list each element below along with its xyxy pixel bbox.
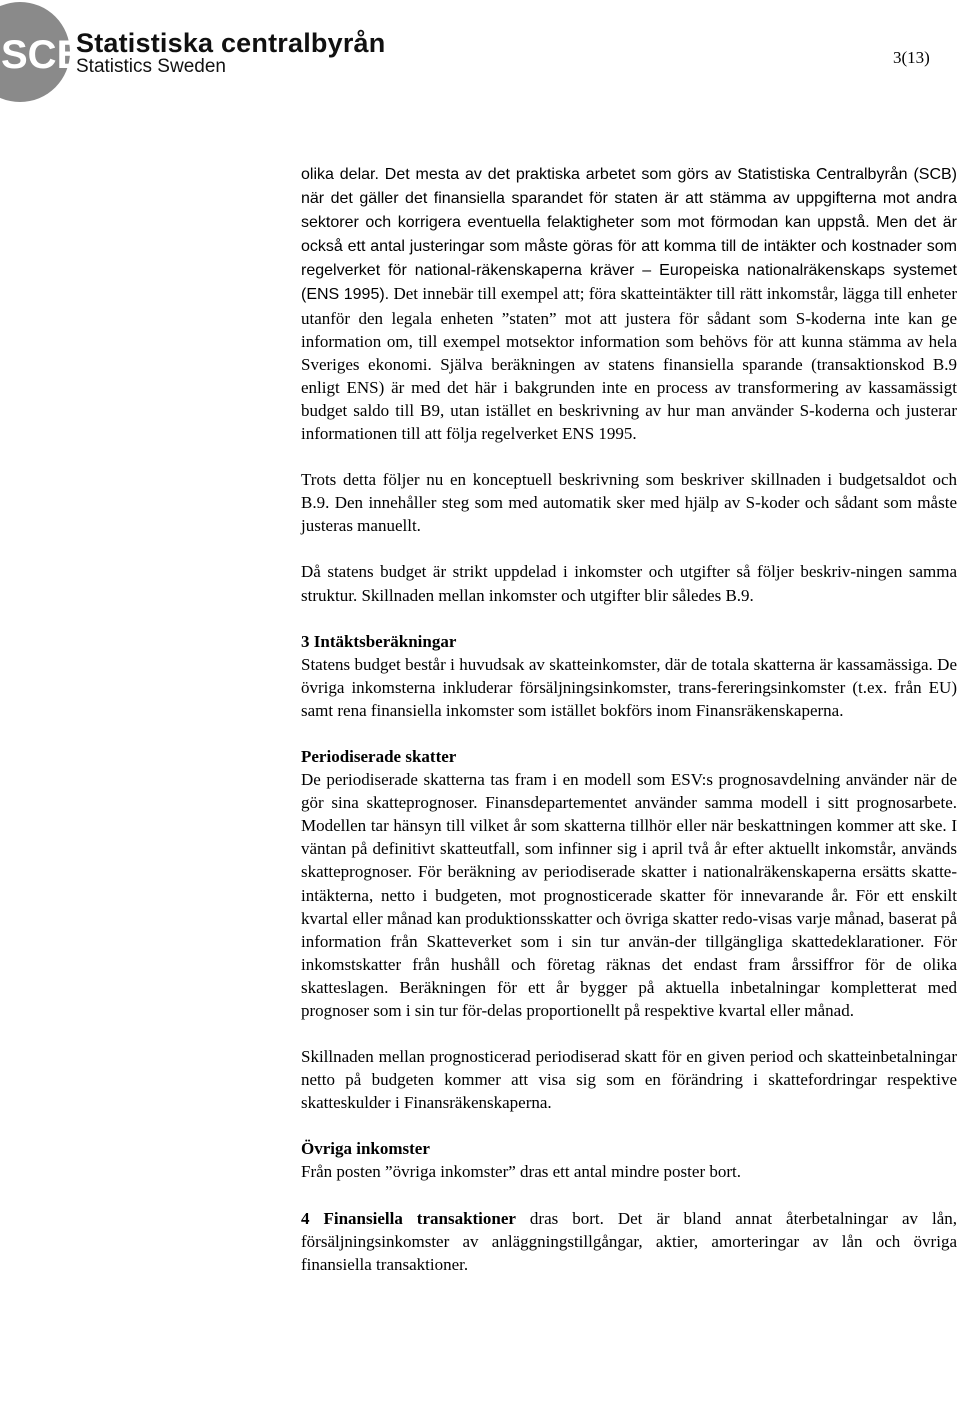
section-heading-intakter: 3 Intäktsberäkningar (301, 631, 457, 651)
section-intakter (301, 630, 957, 722)
intro-text-sans: olika delar. Det mesta av det praktiska arbetet som görs av Statistiska Centralbyrån (SCB) när det gäller det finansiella sparandet för staten är att stämma av uppgifterna mot andra sektorer och korrigera eventuella felaktigheter som mot förmodan kan uppstå. Men det är också ett antal justeringar som måste göras för att komma till de intäkter och kostnader som regelverket för national-räkenskaperna kräver – Europeiska nationalräkenskaps systemet (ENS 1995). (301, 166, 957, 304)
logo-mark-text: SCB (1, 33, 86, 77)
section-text-periodiserade: De periodiserade skatterna tas fram i en modell som ESV:s prognosavdelning använder när de gör sina skatteprognoser. Finansdepartementet använder samma modell i sitt prognosarbete. Modellen tar hänsyn till vilket år som skatterna tillhör eller när beskattningen kommer att ske. I väntan på definitivt skatteutfall, som infinner sig i april två år efter aktuellt inkomstår, används skatteprognoser. För beräkning av periodiserade skatter i nationalräkenskaperna ersätts skatte-intäkterna, netto i budgeten, mot prognosticerade skatter för innevarande år. För ett enskilt kvartal eller månad kan produktionsskatter och övriga skatter redo-visas varje månad, baserat på information från Skatteverket som i sin tur använ-der tillgängliga skattedeklarationer. För inkomstskatter från hushåll och företag räknas det endast fram årssiffror för de olika skatteslagen. Beräkningen för ett år bygger på aktuella inbetalningar kompletterat med prognoser som i sin tur för-delas proportionellt på respektive kvartal eller månad. (301, 770, 957, 1020)
intro-paragraph (301, 162, 957, 445)
section-text-finansiella: dras bort. Det är bland annat återbetalningar av lån, försäljningsinkomster av anläggningstillgångar, aktier, amorteringar av lån och övriga finansiella transaktioner. (301, 1208, 957, 1274)
section-heading-finansiella: 4 Finansiella transaktioner (301, 1208, 516, 1228)
scb-logo (0, 0, 420, 110)
concept-paragraph: Trots detta följer nu en konceptuell beskrivning som beskriver skillnaden i budgetsaldot och B.9. Den innehåller steg som med automatik sker med hjälp av S-koder och sådant som måste justeras manuellt. (301, 470, 957, 536)
document-body (301, 162, 957, 1276)
section-text-intakter: Statens budget består i huvudsak av skatteinkomster, där de totala skatterna är kassamässiga. De övriga inkomsterna inkluderar försäljningsinkomster, trans-fereringsinkomster (t.ex. från EU) samt rena finansiella inkomster som istället bokförs inom Finansräkenskaperna. (301, 654, 957, 720)
brand-subtitle: Statistics Sweden (76, 56, 226, 77)
page-number: 3(13) (893, 48, 930, 67)
section-ovriga (301, 1137, 957, 1183)
section-periodiserade (301, 745, 957, 1022)
intro-text-serif: Det innebär till exempel att; föra skatteintäkter till rätt inkomstår, lägga till enheter utanför den legala enheten ”staten” mot att justera för sådant som S-koderna inte kan ge information om, till exempel motsektor information som behövs för att kunna stämma av hela Sveriges ekonomi. Själva beräkningen av statens finansiella sparande (transaktionskod B.9 enligt ENS) är med det här i bakgrunden inte en process av transformering av kassamässigt budget saldo till B9, utan istället en beskrivning av hur man använder S-koderna och justerar informationen till att följa regelverket ENS 1995. (301, 284, 957, 444)
budget-structure-paragraph: Då statens budget är strikt uppdelad i inkomster och utgifter så följer beskriv-ningen samma struktur. Skillnaden mellan inkomster och utgifter blir således B.9. (301, 562, 957, 605)
section-heading-periodiserade: Periodiserade skatter (301, 746, 457, 766)
scb-logo-mark-icon (0, 0, 86, 104)
section-text-ovriga: Från posten ”övriga inkomster” dras ett antal mindre poster bort. (301, 1162, 741, 1182)
skillnaden-paragraph: Skillnaden mellan prognosticerad periodiserad skatt för en given period och skatteinbetalningar netto på budgeten kommer att visa sig som en förändring i skattefordringar respektive skatteskulder i Finansräkenskaperna. (301, 1047, 957, 1113)
section-heading-ovriga: Övriga inkomster (301, 1139, 430, 1159)
brand-name: Statistiska centralbyrån (76, 28, 386, 58)
section-finansiella (301, 1207, 957, 1276)
